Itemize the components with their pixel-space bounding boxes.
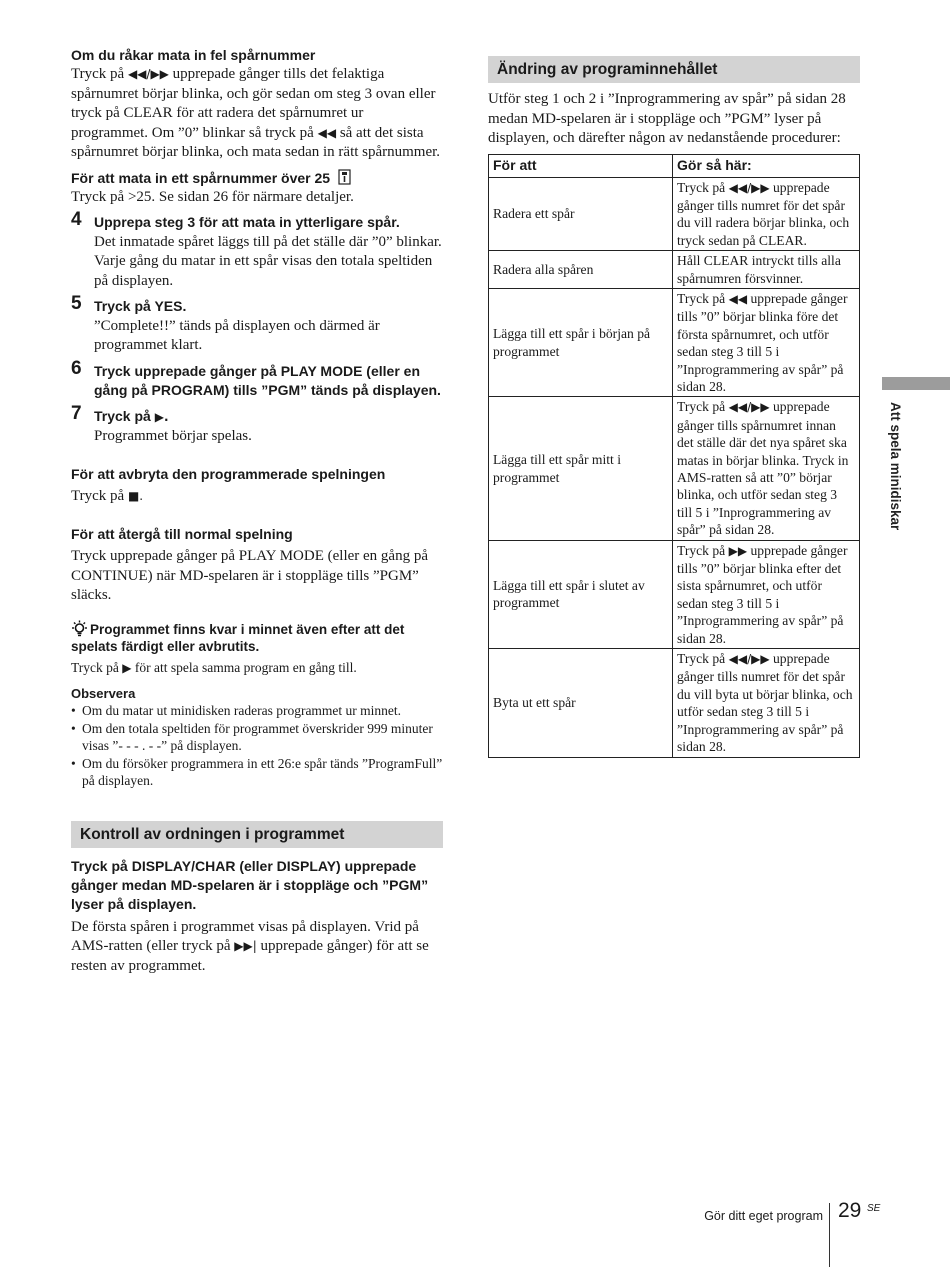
step-7 [71,402,443,447]
remote-icon [338,169,351,185]
table-header-row [489,154,860,177]
normal-text: Tryck upprepade gånger på PLAY MODE (eller en gång på CONTINUE) när MD-spelaren är i stoppläge tills ”PGM” släcks. [71,548,428,603]
side-tab-label: Att spela minidiskar [888,402,903,531]
text: så att det sista spårnumret börjar blinka, och mata sedan in rätt spårnummer. [71,124,441,160]
footer-title: Gör ditt eget program [704,1209,823,1223]
action-cell: Radera alla spåren [489,251,673,289]
step-heading: Tryck upprepade gånger på PLAY MODE (eller en gång på PROGRAM) tills ”PGM” tänds på displayen. [94,362,441,398]
action-cell: Lägga till ett spår i början på programmet [489,288,673,396]
page-suffix: SE [867,1203,881,1214]
step-body: ”Complete!!” tänds på displayen och därmed är programmet klart. [94,317,380,353]
page-number: 29 [838,1199,862,1222]
table-row [489,177,860,251]
cancel-heading: För att avbryta den programmerade spelningen [71,465,386,482]
step-body: Programmet börjar spelas. [94,428,252,444]
footer-divider [829,1203,830,1267]
step-heading [94,407,443,428]
table-row [489,649,860,757]
text: Tryck på [71,487,125,504]
step-number: 6 [71,357,82,379]
tip-bulb-icon [71,620,88,637]
table-row [489,397,860,540]
text: upprepade gånger tills spårnumret innan det ställe där det nya spåret ska matas in börjar blinka. Tryck in AMS-ratten så att ”0” börjar blinka, och utför sedan steg 3 till 5 i ”Inprogrammering av spår” på sidan 28. [677,399,849,538]
text: Tryck på [71,659,119,675]
check-text [71,918,443,977]
text: upprepade gånger tills numret för det spår du vill radera börjar blinka, och tryck sedan på CLEAR. [677,179,850,248]
over25-heading [71,169,443,188]
text: upprepade gånger tills ”0” börjar blinka efter det sista spårnumret, och utför sedan steg 3 till 5 i ”Inprogrammering av spår” på sidan 28. [677,542,848,646]
side-tab-bar [882,377,950,390]
tip-heading [71,620,443,656]
table-row [489,540,860,648]
table-row [489,251,860,289]
action-cell: Lägga till ett spår mitt i programmet [489,397,673,540]
how-cell [673,649,860,757]
play-icon: ▶ [122,660,132,675]
text: Tryck på [94,407,151,424]
action-cell: Byta ut ett spår [489,649,673,757]
step-4 [71,209,443,291]
wrong-entry-text [71,65,443,163]
tip-text [71,659,443,678]
step-number: 4 [71,209,82,230]
how-cell [673,177,860,251]
left-column [71,46,443,976]
text: De första spåren i programmet visas på displayen. Vrid på AMS-ratten (eller tryck på [71,918,419,954]
text: Tryck på [677,651,726,667]
change-intro: Utför steg 1 och 2 i ”Inprogrammering av spår” på sidan 28 medan MD-spelaren är i stoppläge och ”PGM” lyser på displayen, och därefter någon av nedanstående procedurer: [488,91,846,146]
step-heading: Upprepa steg 3 för att mata in ytterligare spår. [94,214,400,230]
action-cell: Radera ett spår [489,177,673,251]
notes-heading: Observera [71,686,136,701]
rewind-forward-icon: ◀◀/▶▶ [127,67,169,81]
next-track-icon: ▶▶| [234,939,257,953]
rewind-forward-icon: ◀◀/▶▶ [728,180,770,195]
text: Tryck på [677,290,726,306]
rewind-icon: ◀◀ [728,291,748,306]
text: För att mata in ett spårnummer över 25 [71,169,331,186]
rewind-icon: ◀◀ [317,125,337,140]
table-row [489,288,860,396]
forward-icon: ▶▶ [728,543,748,558]
how-cell [673,540,860,648]
rewind-forward-icon: ◀◀/▶▶ [728,652,770,667]
text: Tryck på [677,179,726,195]
how-cell: Håll CLEAR intryckt tills alla spårnumren försvinner. [673,251,860,289]
step-heading: Tryck på YES. [94,298,187,314]
how-cell [673,397,860,540]
change-heading: Ändring av programinnehållet [488,56,860,83]
cancel-text [71,487,443,507]
text: Tryck på [677,542,726,558]
column-header: För att [489,154,673,177]
text: Tryck på [71,66,125,82]
normal-heading: För att återgå till normal spelning [71,526,293,542]
column-header: Gör så här: [673,154,860,177]
list-item: • Om den totala speltiden för programmet överskrider 999 minuter visas ”- - - . - -” på displayen. [71,720,443,755]
check-instruction: Tryck på DISPLAY/CHAR (eller DISPLAY) upprepade gånger medan MD-spelaren är i stoppläge och ”PGM” lyser på displayen. [71,857,429,912]
text: Programmet finns kvar i minnet även efter att det spelats färdigt eller avbrutits. [71,621,405,654]
list-item: • Om du matar ut minidisken raderas programmet ur minnet. [71,702,443,720]
step-body: Det inmatade spåret läggs till på det ställe där ”0” blinkar. [94,233,442,250]
text: för att spela samma program en gång till. [134,659,357,675]
text: upprepade gånger tills numret för det spår du vill byta ut börjar blinka, och utför sedan steg 3 till 5 i ”Inprogrammering av spår” på sidan 28. [677,651,853,755]
text: upprepade gånger) för att se resten av programmet. [71,938,429,974]
action-cell: Lägga till ett spår i slutet av programmet [489,540,673,648]
rewind-forward-icon: ◀◀/▶▶ [728,400,770,415]
text: upprepade gånger tills ”0” börjar blinka före det första spårnumret, och utför sedan steg 3 till 5 i ”Inprogrammering av spår” på sidan 28. [677,290,848,394]
right-column [488,56,860,758]
how-cell [673,288,860,396]
step-number: 7 [71,402,82,424]
procedure-table [488,154,860,758]
text: upprepade gånger tills det felaktiga spårnumret börjar blinka, och gör sedan om steg 3 ovan eller tryck på CLEAR för att radera det spårnumret ur programmet. Om ”0” blinkar så tryck på [71,66,436,141]
over25-text: Tryck på >25. Se sidan 26 för närmare detaljer. [71,188,354,205]
stop-icon: ■. [127,488,144,503]
step-6 [71,357,443,401]
play-icon: ▶. [154,409,169,424]
list-item: • Om du försöker programmera in ett 26:e spår tänds ”ProgramFull” på displayen. [71,755,443,790]
text: Tryck på [677,399,726,415]
wrong-entry-heading: Om du råkar mata in fel spårnummer [71,47,316,63]
step-number: 5 [71,293,82,314]
step-body-2: Varje gång du matar in ett spår visas den totala speltiden på displayen. [94,253,433,289]
step-5 [71,293,443,356]
check-heading: Kontroll av ordningen i programmet [71,821,443,848]
notes-list [71,702,443,790]
